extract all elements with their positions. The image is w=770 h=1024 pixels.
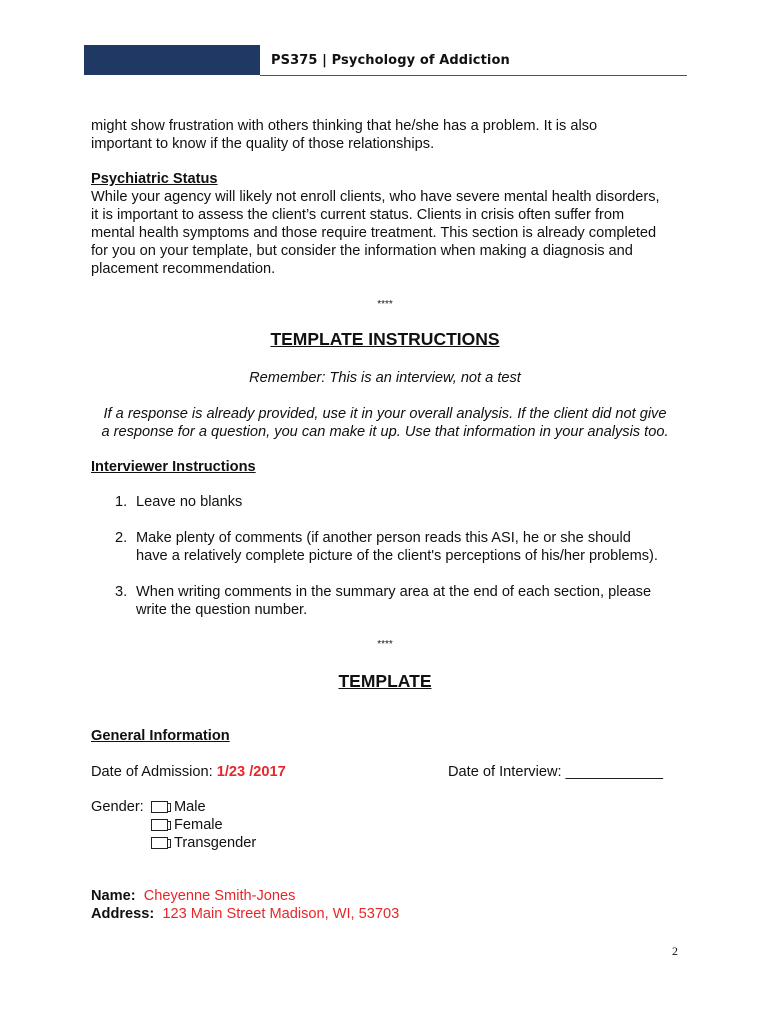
gender-female-checkbox[interactable] xyxy=(151,819,168,831)
course-header: PS375 | Psychology of Addiction xyxy=(271,53,510,68)
interview-date-blank: ____________ xyxy=(565,764,664,780)
list-item-number: 1. xyxy=(115,494,128,510)
general-info-heading: General Information xyxy=(91,728,230,744)
list-item: Leave no blanks xyxy=(136,494,243,510)
gender-male-label: Male xyxy=(174,799,206,815)
separator: **** xyxy=(377,299,393,310)
gender-transgender-label: Transgender xyxy=(174,835,257,851)
psychiatric-line-1: While your agency will likely not enroll clients, who have severe mental health disorders, xyxy=(91,189,660,205)
name-value: Cheyenne Smith-Jones xyxy=(143,888,296,904)
psychiatric-line-2: it is important to assess the client’s current status. Clients in crisis often suffer from xyxy=(91,207,625,223)
instruction-note-2: a response for a question, you can make it up. Use that information in your analysis too. xyxy=(101,424,669,440)
gender-label: Gender: xyxy=(91,799,144,815)
page-number: 2 xyxy=(672,944,678,958)
interview-date xyxy=(448,763,663,781)
gender-female-label: Female xyxy=(174,817,223,833)
address-value: 123 Main Street Madison, WI, 53703 xyxy=(162,906,400,922)
header-color-bar xyxy=(84,45,260,75)
header-rule xyxy=(260,75,687,76)
psychiatric-line-4: for you on your template, but consider the information when making a diagnosis and xyxy=(91,243,633,259)
admission-date xyxy=(91,763,286,781)
psychiatric-line-5: placement recommendation. xyxy=(91,261,276,277)
psychiatric-heading: Psychiatric Status xyxy=(91,171,218,187)
gender-transgender-checkbox[interactable] xyxy=(151,837,168,849)
list-item-number: 3. xyxy=(115,584,128,600)
list-item: Make plenty of comments (if another person reads this ASI, he or she should xyxy=(136,530,631,546)
intro-line-2: important to know if the quality of those relationships. xyxy=(91,136,435,152)
list-item: When writing comments in the summary area at the end of each section, please xyxy=(136,584,652,600)
interview-date-label: Date of Interview: xyxy=(448,764,566,780)
address-label: Address: xyxy=(91,906,155,922)
template-instructions-title: TEMPLATE INSTRUCTIONS xyxy=(270,329,500,349)
psychiatric-line-3: mental health symptoms and those require treatment. This section is already completed xyxy=(91,225,657,241)
remember-note: Remember: This is an interview, not a test xyxy=(249,370,521,386)
separator: **** xyxy=(377,639,393,650)
name-label: Name: xyxy=(91,888,136,904)
intro-line-1: might show frustration with others thinking that he/she has a problem. It is also xyxy=(91,118,598,134)
list-item: write the question number. xyxy=(136,602,308,618)
name-row xyxy=(91,887,295,905)
admission-date-label: Date of Admission: xyxy=(91,764,217,780)
instruction-note-1: If a response is already provided, use it in your overall analysis. If the client did not give xyxy=(103,406,667,422)
list-item: have a relatively complete picture of the client's perceptions of his/her problems). xyxy=(136,548,658,564)
list-item-number: 2. xyxy=(115,530,128,546)
gender-male-checkbox[interactable] xyxy=(151,801,168,813)
admission-date-value: 1/23 /2017 xyxy=(216,764,286,780)
template-title: TEMPLATE xyxy=(338,671,432,691)
address-row xyxy=(91,905,399,923)
interviewer-heading: Interviewer Instructions xyxy=(91,459,256,475)
